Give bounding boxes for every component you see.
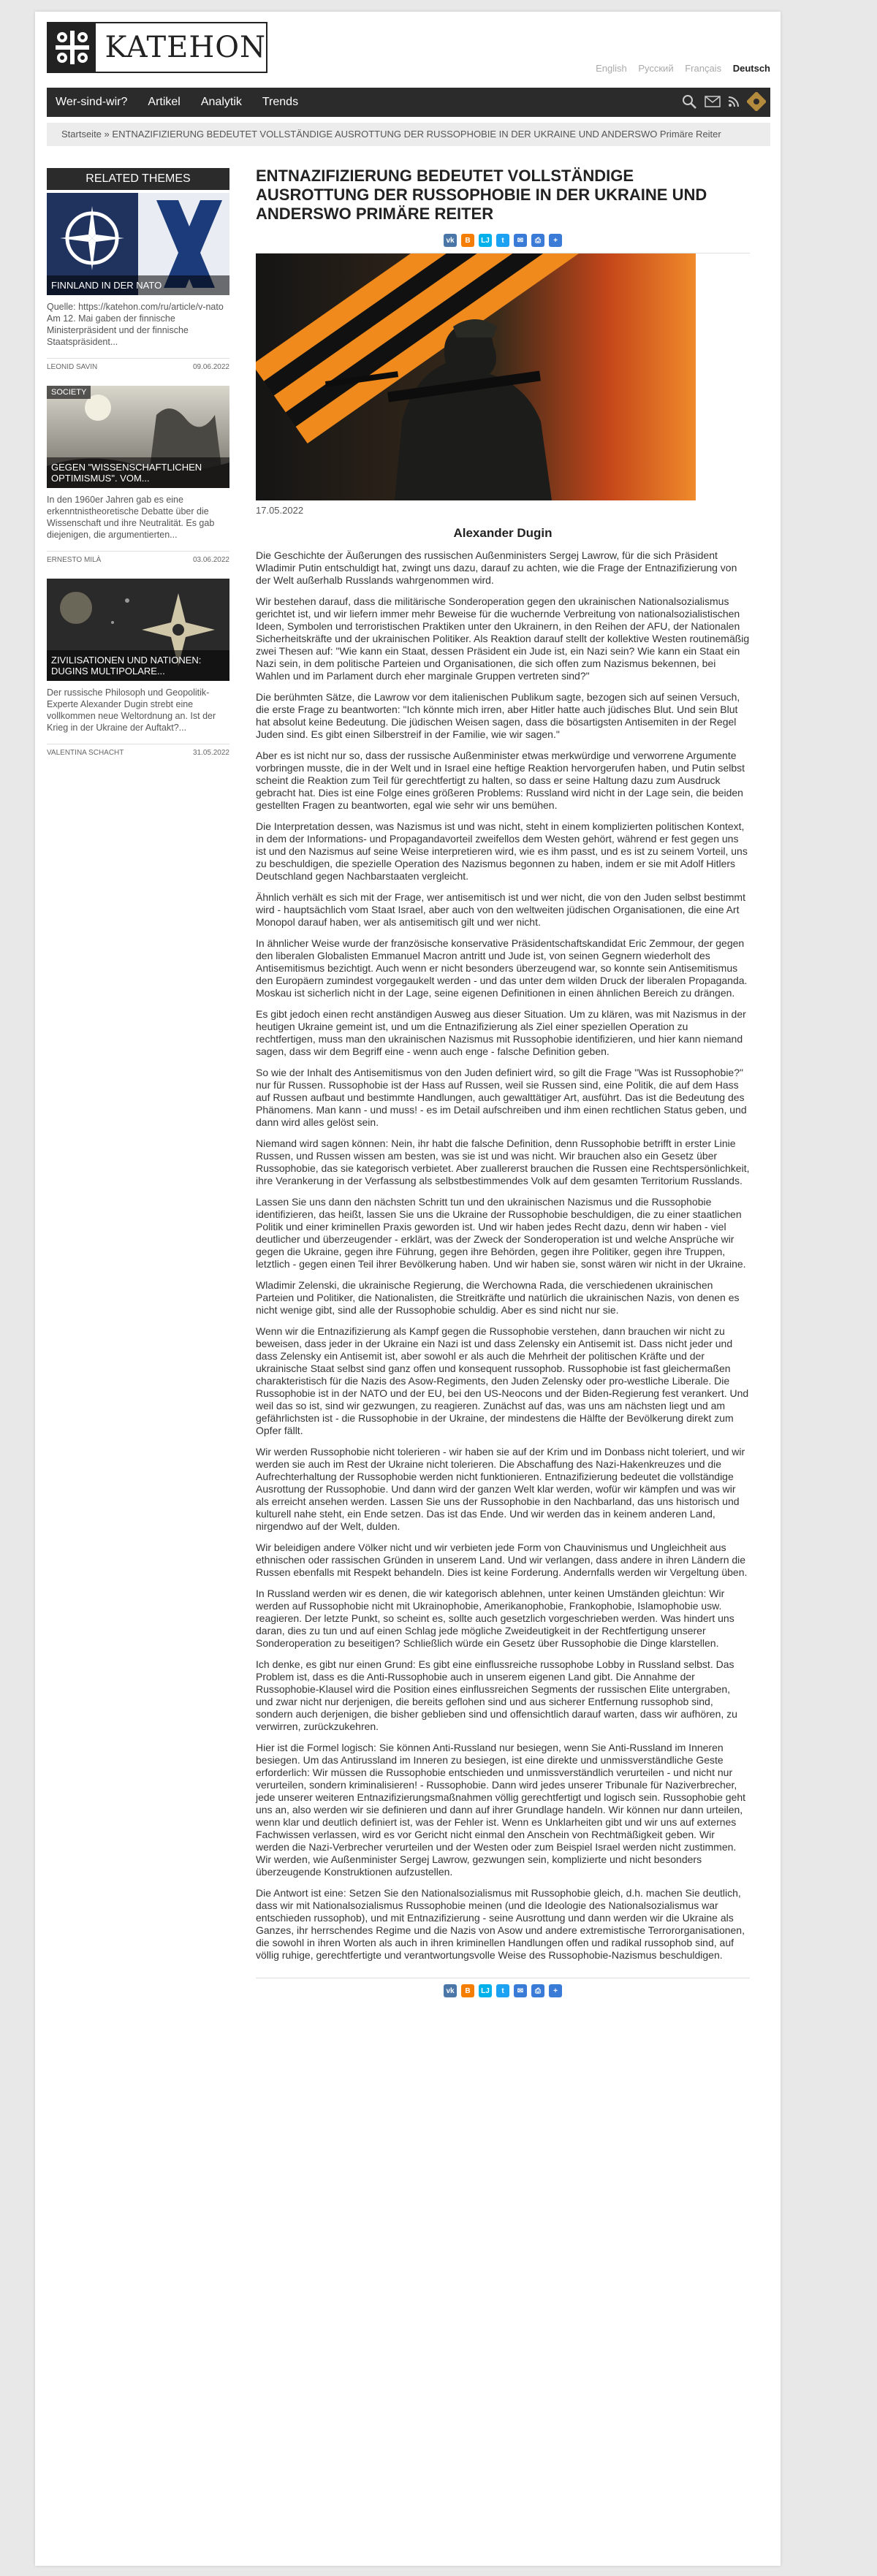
article-paragraph: Wladimir Zelenski, die ukrainische Regierung, die Werchowna Rada, die verschiedenen ukrainischen Parteien und Politiker, die Nationalisten, die Streitkräfte und natürlich die ukrainischen Nazis, von denen es nicht wenige gibt, sind alle der Russophobie schuldig. Aber es sind nicht nur sie.: [256, 1279, 740, 1316]
card-tag: SOCIETY: [47, 386, 91, 399]
article-paragraph: Die Geschichte der Äußerungen des russischen Außenministers Sergej Lawrow, für die sich Präsident Wladimir Putin entschuldigt hat, zwingt uns dazu, darauf zu achten, wie die Frage der Entnazifizierung von der Welt außerhalb Russlands wahrgenommen wird.: [256, 549, 737, 586]
vk-share-icon[interactable]: vk: [444, 1984, 457, 1997]
related-card[interactable]: [47, 193, 229, 371]
card-date: 31.05.2022: [192, 749, 229, 757]
lang-german[interactable]: Deutsch: [732, 63, 770, 74]
card-text: In den 1960er Jahren gab es eine erkenntnistheoretische Debatte über die Wissenschaft und ihre Neutralität. Es gab diejenigen, die argumentierten...: [47, 495, 215, 540]
site-logo[interactable]: [47, 22, 267, 73]
share-bar-top: [256, 234, 750, 247]
blogger-share-icon[interactable]: B: [461, 1984, 474, 1997]
main-nav: [47, 88, 770, 117]
card-image[interactable]: [47, 193, 229, 295]
card-caption[interactable]: GEGEN "WISSENSCHAFTLICHEN OPTIMISMUS". VOM...: [47, 457, 229, 488]
email-share-icon[interactable]: ✉: [514, 1984, 527, 1997]
sidebar: [47, 168, 229, 771]
twitter-share-icon[interactable]: t: [496, 234, 509, 247]
print-share-icon[interactable]: ⎙: [531, 234, 544, 247]
article-author[interactable]: Alexander Dugin: [453, 526, 553, 540]
language-switcher: [587, 63, 770, 74]
logo-badge-icon[interactable]: [747, 92, 766, 115]
breadcrumb-home[interactable]: Startseite: [61, 129, 102, 140]
nav-icons: [674, 92, 766, 115]
header: [35, 12, 781, 85]
print-share-icon[interactable]: ⎙: [531, 1984, 544, 1997]
article-paragraph: In Russland werden wir es denen, die wir kategorisch ablehnen, unter keinen Umständen gleichtun: Wir werden auf Russophobie nicht mit Ukrainophobie, Amerikanophobie, Frankophobie, Islamophobie usw. reagieren. Der letzte Punkt, so scheint es, sollte auch gesetzlich vorgeschrieben werden. Was hindert uns daran, dies zu tun und auf einen Schlag jede mögliche Zweideutigkeit in der Rechtfertigung unserer Sonderoperation zu beseitigen? Schließlich würde ein Gesetz über Russophobie die Dinge klarstellen.: [256, 1588, 734, 1649]
logo-text: KATEHON: [105, 31, 266, 64]
nav-item-artikel[interactable]: Artikel: [148, 96, 181, 108]
breadcrumb: [47, 123, 770, 146]
nav-item-wer-sind-wir[interactable]: Wer-sind-wir?: [56, 96, 128, 108]
article-paragraph: In ähnlicher Weise wurde der französische konservative Präsidentschaftskandidat Eric Zemmour, der gegen den liberalen Globalisten Emmanuel Macron antritt und Jude ist, von seinen Gegnern wiederholt des Antisemitismus bezichtigt. Auch wenn er nicht besonders überzeugend war, so konnte sein Antisemitismus den Europäern zumindest vorgegaukelt werden - und das unter dem wilden Druck der liberalen Propaganda. Moskau ist sicherlich nicht in der Lage, seine eigenen Definitionen in einen ähnlichen Bereich zu drängen.: [256, 937, 748, 999]
card-caption[interactable]: FINNLAND IN DER NATO: [47, 275, 229, 295]
lang-french[interactable]: Français: [685, 63, 722, 74]
mail-icon[interactable]: [705, 96, 721, 111]
article-paragraph: Die Antwort ist eine: Setzen Sie den Nationalsozialismus mit Russophobie gleich, d.h. machen Sie deutlich, dass wir mit Nationalsozialismus Russophobie meinen (und die Ideologie des Nationalsozialismus war entschieden russophob), und mit Entnazifizierung - seine Ausrottung und dann werden wir die Ukraine als Ganzes, ihr herrschendes Regime und die Nazis von Asow und andere extremistische Terrororganisationen, die sowohl in ihren Worten als auch in ihren kriminellen Handlungen offen und radikal russophob sind, auf völlig ruhige, gerechtfertigte und verantwortungsvolle Weise des Russophobie-Nazismus beschuldigen.: [256, 1887, 745, 1961]
article-paragraph: Wir bestehen darauf, dass die militärische Sonderoperation gegen den ukrainischen Nationalsozialismus gerichtet ist, und wir liefern immer mehr Beweise für die wuchernde Verbreitung von nationalsozialistischen Ideen, Symbolen und terroristischen Praktiken unter den Ukrainern, in den Reihen der AFU, der Nationalen Sicherheitskräfte und der ukrainischen Politiker. Als Reaktion darauf stellt der kollektive Westen routinemäßig zwei Thesen auf: "Wie kann ein Staat, dessen Präsident ein Jude ist, ein Nazi sein? Wie kann ein Staat ein Nazi sein, in dem politische Parteien und Organisationen, die sich offen zum Nazismus bekennen, bei Wahlen und im Parlament durch eher marginale Gruppen vertreten sind?": [256, 595, 750, 682]
article-paragraph: Lassen Sie uns dann den nächsten Schritt tun und den ukrainischen Nazismus und die Russophobie identifizieren, das heißt, lassen Sie uns die Ukraine der Russophobie beschuldigen, die zu einer staatlichen Politik und einer kriminellen Praxis geworden ist. Und wir haben jedes Recht dazu, denn wir haben - viel deutlicher und überzeugender - erklärt, was der Zweck der Sonderoperation ist und welche Ansprüche wir gegen die Ukraine, gegen ihre Führung, gegen ihre Behörden, gegen ihre Politiker, gegen ihre Truppen, letztlich - gegen einen Teil ihrer Bevölkerung haben. Und wir haben sie, sonst wären wir nicht in der Ukraine.: [256, 1196, 746, 1270]
article-paragraph: Ähnlich verhält es sich mit der Frage, wer antisemitisch ist und wer nicht, die von den Juden selbst bestimmt wird - hauptsächlich vom Staat Israel, aber auch von den weltweiten jüdischen Organisationen, die eine Art Monopol darauf haben, wer als antisemitisch gilt und wer nicht.: [256, 891, 745, 928]
card-meta: [47, 551, 229, 564]
email-share-icon[interactable]: ✉: [514, 234, 527, 247]
share-bar-bottom: [256, 1984, 750, 1997]
blogger-share-icon[interactable]: B: [461, 234, 474, 247]
more-share-icon[interactable]: +: [549, 234, 562, 247]
card-author[interactable]: LEONID SAVIN: [47, 363, 98, 371]
article-paragraph: Aber es ist nicht nur so, dass der russische Außenminister etwas merkwürdige und verworrene Argumente vorbringen musste, die in der Welt und in Israel eine heftige Reaktion hervorgerufen haben, und Putin selbst scheint die Reaktion zum Teil für gerechtfertigt zu halten, so dass er seine Haltung dazu zum Ausdruck gebracht hat. Dies ist eine Folge eines größeren Problems: Russland wird nicht in der Lage sein, die beiden gestellten Fragen zu beantworten, egal wie sehr wir uns bemühen.: [256, 750, 745, 811]
card-text: Der russische Philosoph und Geopolitik-Experte Alexander Dugin strebt eine vollkommen neue Weltordnung an. Ist der Krieg in der Ukraine der Auftakt?...: [47, 687, 216, 733]
breadcrumb-current: ENTNAZIFIZIERUNG BEDEUTET VOLLSTÄNDIGE AUSROTTUNG DER RUSSOPHOBIE IN DER UKRAINE UND ANDERSWO Primäre Reiter: [112, 129, 721, 140]
article-paragraph: Die berühmten Sätze, die Lawrow vor dem italienischen Publikum sagte, bezogen sich auf seinen Versuch, die erste Frage zu beantworten: "Ich könnte mich irren, aber Hitler hatte auch jüdisches Blut. Und sein Blut hat absolut keine Bedeutung. Die jüdischen Weisen sagen, dass die bösartigsten Antisemiten in der Regel Juden sind. Es gibt einen Silberstreif in der Familie, wie wir sagen.": [256, 691, 740, 740]
lang-english[interactable]: English: [596, 63, 627, 74]
vk-share-icon[interactable]: vk: [444, 234, 457, 247]
card-image[interactable]: [47, 386, 229, 488]
card-image[interactable]: [47, 579, 229, 681]
article-paragraph: Wenn wir die Entnazifizierung als Kampf gegen die Russophobie verstehen, dann brauchen wir nicht zu beweisen, dass jeder in der Ukraine ein Nazi ist und dass Zelensky ein Antisemit ist. Dass nicht jeder und dass Zelensky ein Antisemit ist, aber sowohl er als auch die Mehrheit der politischen Kräfte und der ukrainische Staat selbst sind ganz offen und konsequent russophob. Russophobie ist fast gleichermaßen charakteristisch für die Nazis des Asow-Regiments, den Juden Zelensky oder pro-westliche Liberale. Die Russophobie ist in der NATO und der EU, bei den US-Neocons und der Biden-Regierung fest verankert. Und weil das so ist, sind wir gezwungen, zu reagieren. Zunächst auf das, was uns am nächsten liegt und am gefährlichsten ist - die Russophobie in der Ukraine, der mindestens die Hälfte der Bevölkerung direkt zum Opfer fällt.: [256, 1325, 749, 1436]
sidebar-title: RELATED THEMES: [47, 168, 229, 190]
card-caption[interactable]: ZIVILISATIONEN UND NATIONEN: DUGINS MULTIPOLARE...: [47, 650, 229, 681]
page: [35, 12, 781, 2566]
rss-icon[interactable]: [728, 96, 740, 111]
search-icon[interactable]: [681, 94, 697, 113]
more-share-icon[interactable]: +: [549, 1984, 562, 1997]
article: [256, 167, 750, 1997]
card-author[interactable]: VALENTINA SCHACHT: [47, 749, 124, 757]
article-paragraph: Wir beleidigen andere Völker nicht und wir verbieten jede Form von Chauvinismus und Ungleichheit aus ethnischen oder rassischen Gründen in unserem Land. Und wir verlangen, dass andere in ihren Ländern die Russen ebenfalls mit Respekt behandeln. Dies ist keine Forderung. Andernfalls werden wir Vergeltung üben.: [256, 1542, 748, 1578]
article-paragraph: Es gibt jedoch einen recht anständigen Ausweg aus dieser Situation. Um zu klären, was mit Nazismus in der heutigen Ukraine gemeint ist, und um die Entnazifizierung als Ziel einer speziellen Operation zu rechtfertigen, muss man den ukrainischen Nazismus mit Russophobie identifizieren, und hier kann niemand sagen, dass wir dem Begriff eine - wenn auch enge - falsche Definition geben.: [256, 1008, 746, 1057]
logo-icon: [48, 23, 96, 72]
nav-item-trends[interactable]: Trends: [262, 96, 299, 108]
article-date: 17.05.2022: [256, 505, 304, 516]
article-paragraph: Wir werden Russophobie nicht tolerieren - wir haben sie auf der Krim und im Donbass nicht toleriert, und wir werden sie auch im Rest der Ukraine nicht tolerieren. Die Abschaffung des Nazi-Hakenkreuzes und die Aufrechterhaltung der Russophobie werden nicht funktionieren. Entnazifizierung bedeutet die vollständige Ausrottung der Russophobie. Und dann wird der ganzen Welt klar werden, wofür wir kämpfen und was wir als erreicht ansehen werden. Lassen Sie uns der Russophobie in den Nachbarland, das uns historisch und kulturell nahe steht, ein Ende setzen. Das ist das Ende. Und wir werden das in keinem anderen Land, nirgendwo auf der Welt, dulden.: [256, 1446, 745, 1532]
related-card[interactable]: [47, 386, 229, 564]
livejournal-share-icon[interactable]: LJ: [479, 234, 492, 247]
article-paragraph: Die Interpretation dessen, was Nazismus ist und was nicht, steht in einem komplizierten politischen Kontext, in dem der Informations- und Propagandavorteil zweifellos dem Westen gehört, während er fest gegen uns ist und den Nazismus auf seine Weise interpretieren wird, wie es ihm passt, und es ist zu seinem Vorteil, uns zu beschuldigen, die spezielle Operation des Nazismus begonnen zu haben, indem er sie mit Adolf Hitlers Deutschland gegen Nachbarstaaten vergleicht.: [256, 820, 748, 882]
card-meta: [47, 744, 229, 757]
article-paragraph: So wie der Inhalt des Antisemitismus von den Juden definiert wird, so gilt die Frage "Was ist Russophobie?" nur für Russen. Russophobie ist der Hass auf Russen, weil sie Russen sind, eine Politik, die auf dem Hass auf Russen aufbaut und bestimmte Handlungen, auch gewalttätiger Art, ausführt. Das ist die Bedeutung des Phänomens. Man kann - und muss! - es im Detail aufschreiben und ihm einen rechtlichen Status geben, und dann wird alles gelöst sein.: [256, 1067, 747, 1128]
livejournal-share-icon[interactable]: LJ: [479, 1984, 492, 1997]
twitter-share-icon[interactable]: t: [496, 1984, 509, 1997]
article-paragraph: Ich denke, es gibt nur einen Grund: Es gibt eine einflussreiche russophobe Lobby in Russland selbst. Das Problem ist, dass es die Anti-Russophobie auch in unserem eigenen Land gibt. Die Annahme der Russophobie-Klausel wird die Position eines einflussreichen Segments der russischen Elite untergraben, und zwar nicht nur derjenigen, die bereits geflohen sind und aus sicherer Entfernung russophob sind, sondern auch derjenigen, die bisher geblieben sind und offensichtlich darauf warten, dass wir aufhören, zu verwirren, zurückzukehren.: [256, 1658, 737, 1732]
article-hero-image: [256, 254, 696, 500]
article-body: [256, 549, 750, 1962]
article-paragraph: Hier ist die Formel logisch: Sie können Anti-Russland nur besiegen, wenn Sie Anti-Russland im Inneren besiegen. Um das Antirussland im Inneren zu besiegen, ist eine direkte und unmissverständliche Geste erforderlich: Wir müssen die Russophobie entschieden und unmissverständlich verurteilen - und nicht nur verurteilen, sondern kriminalisieren! - Russophobie. Dann wird jedes unserer Tribunale für Naziverbrecher, jede unserer weiteren Entnazifizierungsmaßnahmen völlig gerechtfertigt und logisch sein. Russophobie geht uns an, also werden wir sie definieren und dann auf ihrer Grundlage handeln. Wir können nur dann urteilen, wenn klar und deutlich definiert ist, was der Fehler ist. Wenn es Unklarheiten gibt und wir uns auf externes Fachwissen verlassen, wird es vor Gericht nicht einmal den Anschein von Rechtmäßigkeit geben. Wir werden die Nazi-Verbrecher verurteilen und der Westen oder zum Beispiel Israel werden nicht zustimmen. Wir werden, wie Außenminister Sergej Lawrow, gezwungen sein, komplizierte und nicht besonders überzeugende Konstruktionen aufzustellen.: [256, 1742, 746, 1878]
card-text: Quelle: https://katehon.com/ru/article/v-nato Am 12. Mai gaben der finnische Ministerpräsident und der finnische Staatspräsident...: [47, 302, 224, 347]
card-meta: [47, 358, 229, 371]
nav-item-analytik[interactable]: Analytik: [200, 96, 242, 108]
card-date: 03.06.2022: [192, 556, 229, 564]
article-paragraph: Niemand wird sagen können: Nein, ihr habt die falsche Definition, denn Russophobie betrifft in erster Linie Russen, und Russen wissen am besten, was sie ist und was nicht. Wir brauchen also ein Gesetz über Russophobie, das sie kategorisch verbietet. Aber zuallererst brauchen die Russen eine Rechtspersönlichkeit, ihre Verankerung in der Verfassung als selbstbestimmendes Volk auf dem gesamten Territorium Russlands.: [256, 1138, 750, 1186]
lang-russian[interactable]: Русский: [638, 63, 674, 74]
card-date: 09.06.2022: [192, 363, 229, 371]
breadcrumb-separator: »: [104, 129, 110, 140]
article-title: ENTNAZIFIZIERUNG BEDEUTET VOLLSTÄNDIGE AUSROTTUNG DER RUSSOPHOBIE IN DER UKRAINE UND ANDERSWO PRIMÄRE REITER: [256, 167, 707, 223]
related-card[interactable]: [47, 579, 229, 757]
card-author[interactable]: ERNESTO MILÀ: [47, 556, 102, 564]
